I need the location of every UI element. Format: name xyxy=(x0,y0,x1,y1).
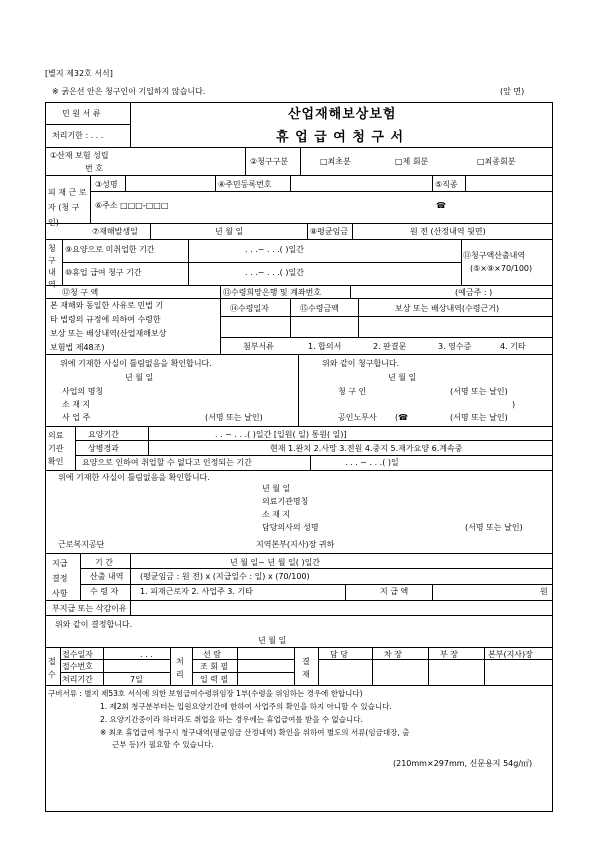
kwc-label: 근로복지공단 xyxy=(58,540,105,549)
attachment-judgment: 2. 판결문 xyxy=(373,342,407,351)
form-number: [별지 제32호 서식] xyxy=(45,69,113,78)
attachment-receipt: 3. 영수증 xyxy=(438,342,472,351)
medical-section-label: 의료 기관 확인 xyxy=(48,431,64,466)
calculation-value: (평균임금 : 원 전) x (지급일수 : 일) x (70/100) xyxy=(140,572,310,581)
branch-label: 지역본부(지사)장 귀하 xyxy=(256,540,335,549)
receipt-date-value: . . . xyxy=(140,650,153,659)
denial-reason-label: 부지급 또는 삭감이유 xyxy=(52,604,127,613)
avg-wage-value: 원 전 (산정내역 뒷면) xyxy=(410,227,486,236)
employer-label: 사 업 주 xyxy=(62,413,91,422)
claim-amount-label: ⑫청 구 액 xyxy=(62,288,99,297)
note-2: 2. 요양기간중이라 하더라도 취업을 하는 경우에는 휴업급여를 받을 수 없습니다. xyxy=(100,715,363,724)
decision-date: 년 월 일 xyxy=(258,636,287,645)
business-location-label: 소 재 지 xyxy=(62,400,91,409)
note-3: ※ 최초 휴업급여 청구시 청구내역(평균임금 산정내역) 확인을 위하여 별도의 서류(임금대장, 출 xyxy=(100,728,410,737)
bank-account-label: ⑬수령희망은행 및 계좌번호 xyxy=(223,288,322,297)
phone-icon: ☎ xyxy=(436,201,446,210)
processing-period-value: 7일 xyxy=(130,675,143,684)
recipient-label: 수 령 자 xyxy=(90,587,119,596)
input-label: 입 력 필 xyxy=(200,675,229,684)
treatment-period-label: 요양기간 xyxy=(88,430,119,439)
receipt-amount-header: ⑮수령금액 xyxy=(300,304,339,313)
claimant-label: 청 구 인 xyxy=(338,387,367,396)
claim-final-checkbox[interactable]: □최종회분 xyxy=(477,157,516,166)
receipt-section-label: 접 수 xyxy=(48,657,56,679)
employer-confirm-text: 위에 기재한 사실이 틀림없음을 확인합니다. xyxy=(60,359,212,368)
accident-date-value: 년 월 일 xyxy=(215,227,244,236)
avg-wage-label: ⑧평균임금 xyxy=(310,227,349,236)
attachments-label: 첨부서류 xyxy=(243,342,274,351)
note-3b: 근부 등)가 필요할 수 있습니다. xyxy=(112,740,214,749)
approval-label: 결 재 xyxy=(302,657,310,679)
hospital-name-label: 의료기관명칭 xyxy=(262,497,309,506)
claim-date: 년 월 일 xyxy=(388,373,417,382)
approver-deputy: 차 장 xyxy=(384,650,402,659)
compensation-line3: 보상 또는 배상내역(산업재해보상 xyxy=(50,329,167,338)
claimant-paren: ) xyxy=(512,400,516,409)
insurance-no-label: ①산재 보험 성립 xyxy=(50,151,109,160)
doctor-signature: (서명 또는 날인) xyxy=(465,523,523,532)
instruction-note: ※ 굵은선 안은 청구인이 기입하지 않습니다. xyxy=(52,87,206,96)
unable-work-label: 요양으로 인하여 취업할 수 없다고 인정되는 기간 xyxy=(82,458,252,467)
employer-signature: (서명 또는 날인) xyxy=(205,413,263,422)
depositor-label: (예금주 : ) xyxy=(455,288,493,297)
approver-head: 본부(지사)장 xyxy=(488,650,533,659)
attachment-other: 4. 기타 xyxy=(500,342,526,351)
job-label: ⑤직종 xyxy=(435,180,458,189)
employer-confirm-date: 년 월 일 xyxy=(125,373,154,382)
treatment-period-value: . . ~ . . .( )일간 [입원( 일) 통원( 일)] xyxy=(215,430,347,439)
insurance-no-sub: 번 호 xyxy=(85,164,103,173)
hospital-location-label: 소 재 지 xyxy=(262,510,291,519)
labor-attorney-label: 공인노무사 xyxy=(338,413,377,422)
processing-label: 처 리 xyxy=(176,657,184,679)
paper-size: (210mm×297mm, 신문용지 54g/㎡) xyxy=(393,759,533,768)
labor-attorney-phone: (☎ xyxy=(395,413,409,422)
unemployed-period-label: ⑨요양으로 미취업한 기간 xyxy=(65,245,155,254)
payment-amount-label: 지 급 액 xyxy=(380,587,409,596)
rrn-label: ④주민등록번호 xyxy=(218,180,272,189)
compensation-line1: 본 재해와 동일한 사유로 민법 기 xyxy=(50,301,164,310)
receipt-date-label: 접수일자 xyxy=(62,650,93,659)
minwon-label: 민 원 서 류 xyxy=(62,109,101,118)
accident-date-label: ⑦재해발생일 xyxy=(92,227,138,236)
unemployed-period-value: . . .~ . . .( )일간 xyxy=(245,245,304,254)
address-label: ⑥주소 □□□-□□□ xyxy=(95,201,169,210)
claimant-signature: (서명 또는 날인) xyxy=(450,387,508,396)
compensation-line2: 타 법령의 규정에 의하여 수령한 xyxy=(50,315,161,324)
claim-type-label: ②청구구분 xyxy=(250,157,289,166)
business-name-label: 사업의 명칭 xyxy=(62,387,104,396)
medical-confirm-date: 년 월 일 xyxy=(262,484,291,493)
calculation-label: 산출 내역 xyxy=(90,572,124,581)
claim-statement: 위와 같이 청구합니다. xyxy=(322,359,400,368)
decision-statement: 위와 같이 결정합니다. xyxy=(55,620,133,629)
payment-period-value: 년 월 일~ 년 월 일( )일간 xyxy=(230,558,321,567)
doctor-name-label: 담당의사의 성명 xyxy=(262,523,319,532)
medical-confirm-text: 위에 기재한 사실이 틀림없음을 확인합니다. xyxy=(58,473,210,482)
payment-period-label: 기 간 xyxy=(95,558,113,567)
form-title: 산업재해보상보험 xyxy=(288,107,397,122)
progress-value: 현재 1.완치 2.사망 3.전원 4.중지 5.재가요양 6.계속중 xyxy=(270,444,463,453)
required-docs: 구비서류 : 별지 제53호 서식에 의한 보험급여수령위임장 1부(수령을 위임하는 경우에 한합니다) xyxy=(48,689,363,698)
compensation-line4: 보험법 제48조) xyxy=(50,343,105,352)
claim-period-label: ⑩휴업 급여 청구 기간 xyxy=(65,268,142,277)
attachment-agreement: 1. 합의서 xyxy=(308,342,342,351)
progress-label: 상병경과 xyxy=(88,444,119,453)
note-1: 1. 제2회 청구분부터는 입원요양기간에 한하여 사업주의 확인을 하지 아니할 수 있습니다. xyxy=(100,702,392,711)
name-label: ③성명 xyxy=(95,180,118,189)
processing-period-label: 처리기간 xyxy=(62,675,93,684)
claim-section-label: 청 구 내 역 xyxy=(48,244,56,289)
form-subtitle: 휴 업 급 여 청 구 서 xyxy=(276,130,405,145)
review-label: 선 람 xyxy=(203,650,221,659)
worker-section-label: 피 재 근 로자 (청 구인) xyxy=(48,188,87,228)
labor-attorney-signature: (서명 또는 날인) xyxy=(450,413,508,422)
claim-calc-label: ⑪청구액산출내역 xyxy=(463,251,526,260)
claim-calc-formula: (⑤×⑨×70/100) xyxy=(470,264,533,273)
approver-staff: 담 당 xyxy=(330,650,348,659)
unable-work-value: . . . ~ . . .( )일 xyxy=(345,458,399,467)
receipt-number-label: 접수번호 xyxy=(62,662,93,671)
inquiry-label: 조 회 필 xyxy=(200,662,229,671)
decision-section-label: 지급 결정 사항 xyxy=(52,559,68,599)
claim-nth-checkbox[interactable]: □제 회분 xyxy=(395,157,429,166)
receipt-date-header: ⑭수령일자 xyxy=(230,304,269,313)
compensation-detail-header: 보상 또는 배상내역(수령근거) xyxy=(395,304,500,313)
recipient-options: 1. 피재근로자 2. 사업주 3. 기타 xyxy=(140,587,253,596)
claim-period-value: . . .~ . . .( )일간 xyxy=(245,268,304,277)
claim-first-checkbox[interactable]: □최초분 xyxy=(320,157,351,166)
page-side: (앞 면) xyxy=(500,87,525,96)
deadline-label: 처리기한 : . . . xyxy=(52,131,104,140)
payment-won: 원 xyxy=(540,587,548,596)
approver-manager: 부 장 xyxy=(440,650,458,659)
